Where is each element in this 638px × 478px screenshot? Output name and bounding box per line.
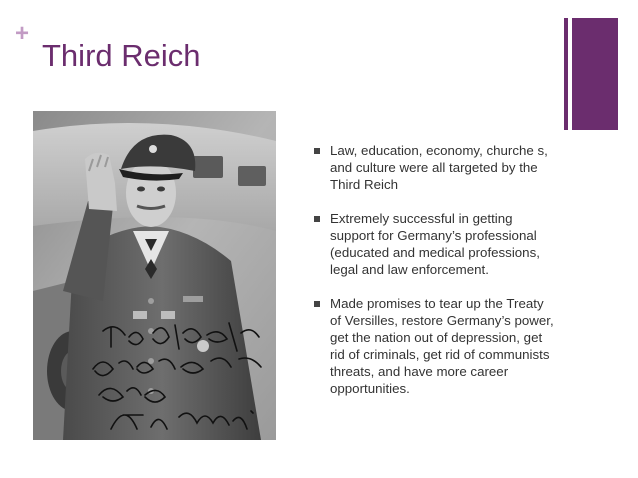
accent-bar-thin <box>564 18 568 130</box>
bullet-text: Extremely successful in getting support for Germany’s professional (educated and medical professions, legal and law enforcement. <box>330 211 540 277</box>
bullet-list <box>314 142 558 414</box>
bullet-item <box>314 142 558 193</box>
bullet-text: Law, education, economy, churche s, and culture were all targeted by the Third Reich <box>330 143 548 192</box>
bullet-square-icon <box>314 216 320 222</box>
plus-mark: + <box>15 20 30 47</box>
bullet-text: Made promises to tear up the Treaty of Versilles, restore Germany’s power, get the nation out of depression, get rid of criminals, get rid of communists threats, and have more career opportunities. <box>330 296 554 396</box>
portrait-photo <box>33 111 276 440</box>
slide-title: Third Reich <box>42 38 201 73</box>
bullet-item <box>314 295 558 397</box>
bullet-item <box>314 210 558 278</box>
accent-bar-block <box>572 18 618 130</box>
bullet-square-icon <box>314 148 320 154</box>
bullet-square-icon <box>314 301 320 307</box>
portrait-photo-graphic <box>33 111 276 440</box>
